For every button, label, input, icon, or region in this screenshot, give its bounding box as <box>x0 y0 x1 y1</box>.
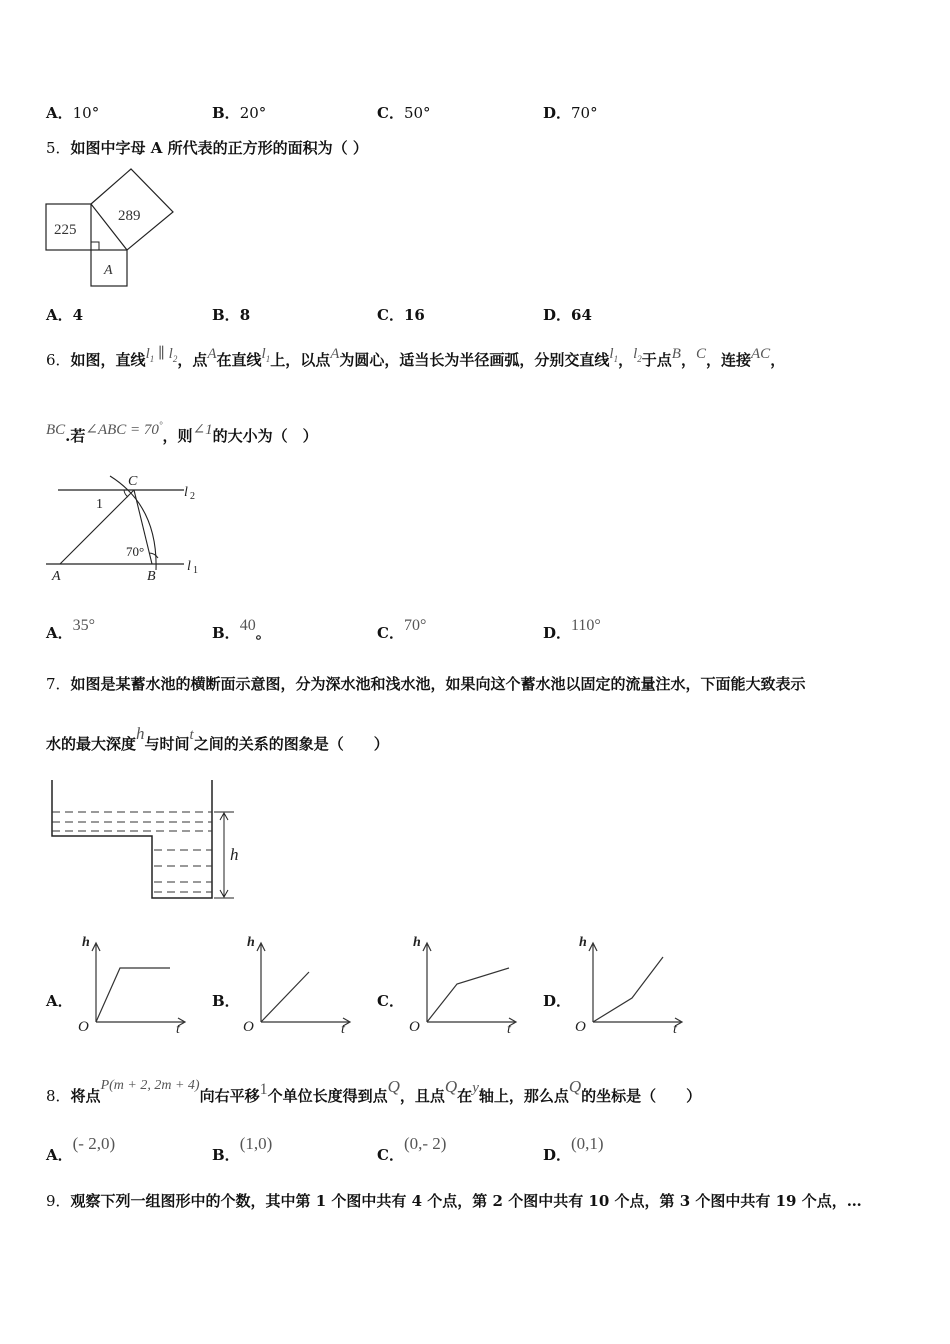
q6-option-b: B．40。 <box>212 617 271 642</box>
graph-d-t: t <box>673 1022 677 1036</box>
q5-option-d: D．64 <box>543 306 592 324</box>
q7-option-b-letter: B． <box>212 992 240 1010</box>
graph-d-h: h <box>579 935 587 950</box>
q6-option-d: D．110° <box>543 617 601 642</box>
q6-label-b: B <box>147 569 156 584</box>
q7-reservoir-figure <box>50 778 250 902</box>
graph-d-o: O <box>575 1019 586 1035</box>
q4-option-c: C．50° <box>377 104 431 122</box>
graph-a-o: O <box>78 1019 89 1035</box>
q6-label-1: 1 <box>96 497 103 512</box>
q6-label-l2-sub: 2 <box>190 491 195 502</box>
q5-label-225: 225 <box>54 222 77 238</box>
graph-c-h: h <box>413 935 421 950</box>
q7-figure-h-label: h <box>230 845 239 864</box>
q7-stem-line1: 7．如图是某蓄水池的横断面示意图，分为深水池和浅水池，如果向这个蓄水池以固定的流量注水，下面能大致表示 <box>46 675 806 693</box>
q4-option-d: D．70° <box>543 104 598 122</box>
q8-stem: 8．将点P(m + 2, 2m + 4)向右平移1个单位长度得到点Q，且点Q在y轴上，那么点Q的坐标是（ ） <box>46 1077 702 1105</box>
graph-b-o: O <box>243 1019 254 1035</box>
graph-a-t: t <box>176 1022 180 1036</box>
q9-stem: 9．观察下列一组图形中的个数，其中第 1 个图中共有 4 个点，第 2 个图中共有 10 个点，第 3 个图中共有 19 个点，… <box>46 1192 862 1210</box>
q8-option-b: B．(1,0) <box>212 1134 273 1164</box>
q6-label-l2: l <box>184 485 188 500</box>
q6-stem-line2: BC.若∠ABC = 70°，则∠1的大小为（ ） <box>46 420 318 445</box>
q7-graph-d <box>569 930 691 1036</box>
q6-label-l1-sub: 1 <box>193 565 198 576</box>
q7-graph-c <box>403 930 525 1036</box>
q6-option-a: A．35° <box>46 617 96 642</box>
q7-option-c-letter: C． <box>377 992 404 1010</box>
q8-option-a: A．(- 2,0) <box>46 1134 116 1164</box>
q5-option-c: C．16 <box>377 306 425 324</box>
q6-stem-line1: 6．如图，直线$l_1$ ∥ $l_2$，点A在直线$l_1$上，以点A为圆心，适当长为半径画弧，分别交直线$l_1$，$l_2$于点B，C，连接AC， <box>46 346 786 369</box>
graph-b-h: h <box>247 935 255 950</box>
q5-option-a: A．4 <box>46 306 84 324</box>
graph-c-o: O <box>409 1019 420 1035</box>
q6-figure <box>40 466 210 586</box>
q5-label-289: 289 <box>118 208 141 224</box>
q5-label-a: A <box>104 263 113 278</box>
q8-option-c: C．(0,- 2) <box>377 1134 447 1164</box>
q5-option-b: B．8 <box>212 306 251 324</box>
q5-figure <box>40 164 180 292</box>
q4-option-a: A．10° <box>46 104 100 122</box>
q7-graph-b <box>237 930 359 1036</box>
q7-option-a-letter: A． <box>46 992 73 1010</box>
graph-c-t: t <box>507 1022 511 1036</box>
q6-label-a: A <box>52 569 61 584</box>
q4-option-b: B．20° <box>212 104 267 122</box>
graph-b-t: t <box>341 1022 345 1036</box>
q6-label-c: C <box>128 474 138 489</box>
graph-a-h: h <box>82 935 90 950</box>
q7-stem-line2: 水的最大深度h与时间t之间的关系的图象是（ ） <box>46 724 389 753</box>
q6-option-c: C．70° <box>377 617 427 642</box>
q5-stem: 5．如图中字母 A 所代表的正方形的面积为（ ） <box>46 139 368 157</box>
q6-label-l1: l <box>187 559 191 574</box>
q6-label-70: 70° <box>126 544 145 559</box>
q7-option-d-letter: D． <box>543 992 572 1010</box>
q7-graph-a <box>72 930 194 1036</box>
q8-option-d: D．(0,1) <box>543 1134 604 1164</box>
